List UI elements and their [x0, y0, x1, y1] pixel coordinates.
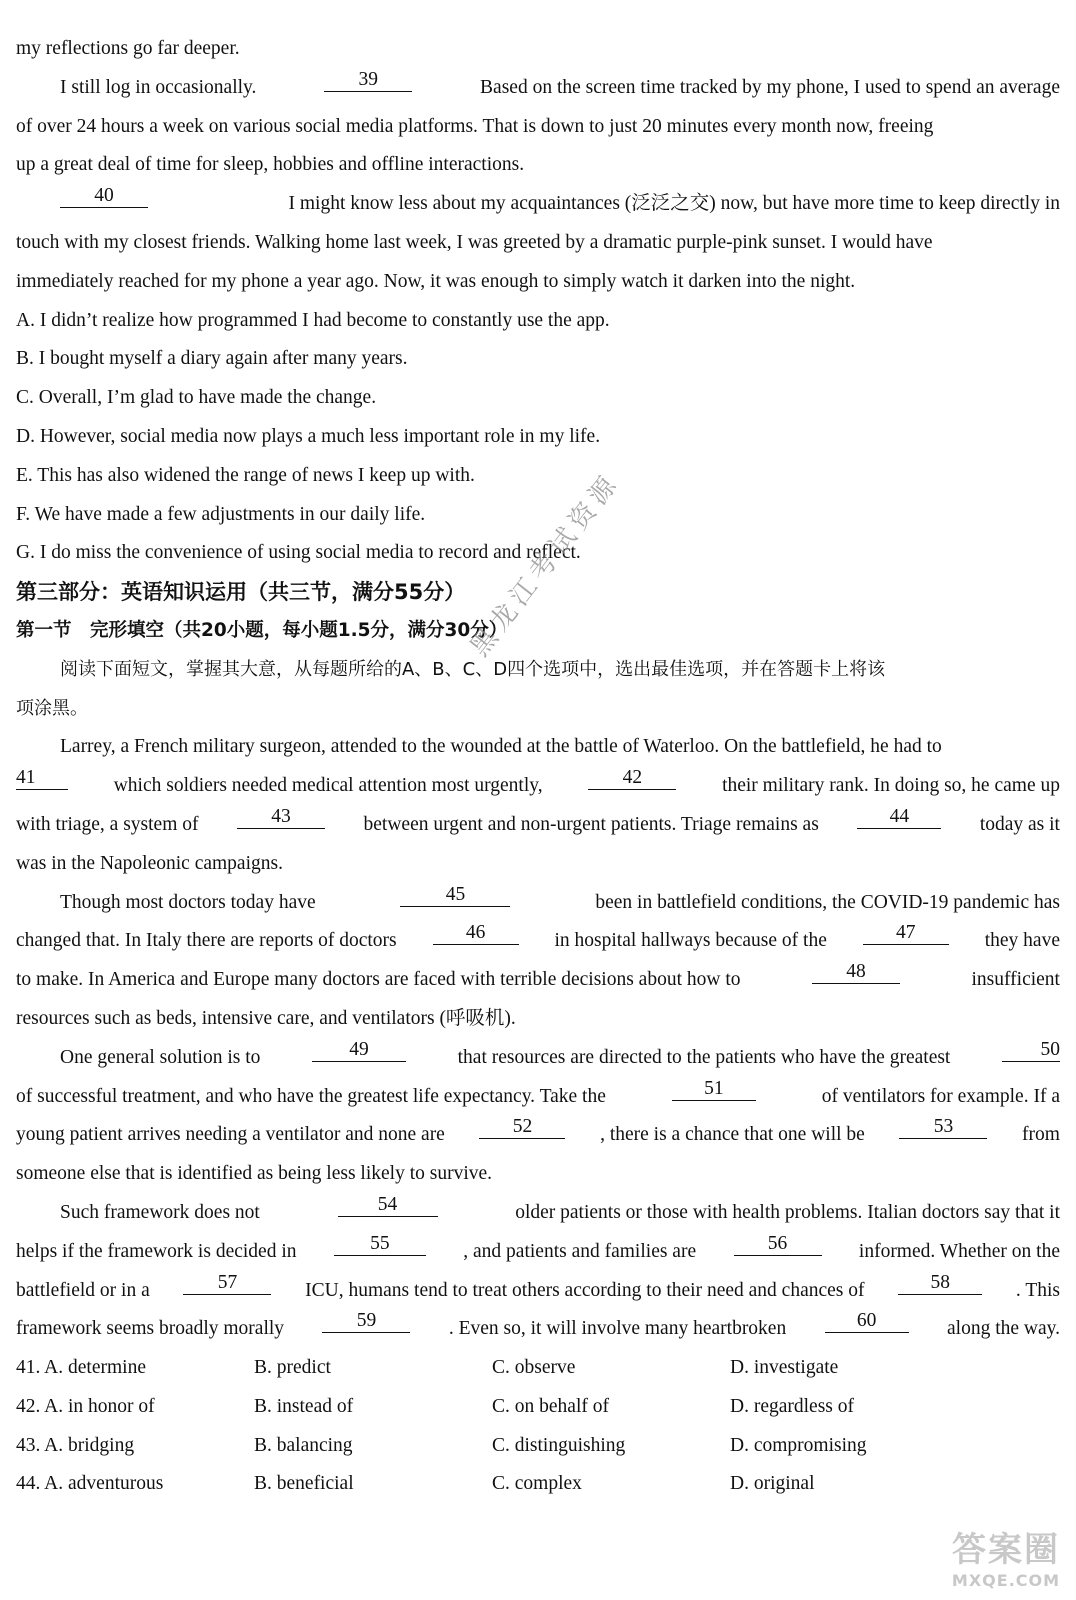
option-d: D. original [730, 1473, 815, 1495]
blank-59: 59 [322, 1310, 410, 1333]
passage-line: up a great deal of time for sleep, hobbies and offline interactions. [16, 154, 525, 176]
instructions: 项涂黑。 [16, 697, 88, 719]
option-c: C. observe [492, 1357, 576, 1379]
cloze-line: to make. In America and Europe many doctors are faced with terrible decisions about how to 48 insufficient [16, 961, 1060, 991]
cloze-line: was in the Napoleonic campaigns. [16, 852, 283, 874]
option-b: B. beneficial [254, 1473, 354, 1495]
passage-line: touch with my closest friends. Walking home last week, I was greeted by a dramatic purple-pink sunset. I would have [16, 231, 933, 253]
watermark-text: 黑龙江考试资源 [464, 467, 627, 663]
cloze-line: framework seems broadly morally 59 . Even so, it will involve many heartbroken 60 along the way. [16, 1310, 1060, 1340]
blank-41: 41 [16, 767, 68, 790]
cloze-line: Larrey, a French military surgeon, attended to the wounded at the battle of Waterloo. On the battlefield, he had to [60, 736, 942, 758]
blank-55: 55 [334, 1233, 426, 1256]
blank-54: 54 [338, 1194, 438, 1217]
option-b: B. instead of [254, 1395, 354, 1417]
blank-39: 39 [324, 69, 412, 92]
cloze-line: with triage, a system of 43 between urgent and non-urgent patients. Triage remains as 44 today as it [16, 805, 1060, 835]
exam-page [16, 30, 1060, 1504]
option-c: C. complex [492, 1473, 582, 1495]
cloze-line: helps if the framework is decided in 55 , and patients and families are 56 informed. Whether on the [16, 1232, 1060, 1262]
cloze-line: battlefield or in a 57 ICU, humans tend to treat others according to their need and chances of 58 . This [16, 1271, 1060, 1301]
cloze-line: resources such as beds, intensive care, and ventilators (呼吸机). [16, 1007, 516, 1029]
cloze-line: young patient arrives needing a ventilator and none are 52 , there is a chance that one will be 53 from [16, 1116, 1060, 1146]
question-41 [16, 1349, 1060, 1388]
option-item: D. However, social media now plays a much less important role in my life. [16, 425, 601, 447]
cloze-line: of successful treatment, and who have the greatest life expectancy. Take the 51 of ventilators for example. If a [16, 1077, 1060, 1107]
blank-56: 56 [734, 1233, 822, 1256]
blank-46: 46 [433, 922, 519, 945]
blank-44: 44 [857, 806, 941, 829]
instructions: 阅读下面短文，掌握其大意，从每题所给的A、B、C、D四个选项中，选出最佳选项，并在答题卡上将该 [60, 658, 886, 680]
option-d: D. regardless of [730, 1395, 854, 1417]
logo-main: 答案圈 [952, 1530, 1060, 1570]
blank-50: 50 [1002, 1039, 1060, 1062]
option-item: C. Overall, I’m glad to have made the change. [16, 387, 377, 409]
question-43 [16, 1427, 1060, 1466]
blank-60: 60 [825, 1310, 909, 1333]
question-44 [16, 1465, 1060, 1504]
option-item: G. I do miss the convenience of using social media to record and reflect. [16, 542, 581, 564]
passage-line-40: 40 I might know less about my acquaintances (泛泛之交) now, but have more time to keep directly in [16, 185, 1060, 224]
cloze-line: One general solution is to 49 that resources are directed to the patients who have the greatest 50 [60, 1038, 1060, 1068]
option-a: 42. A. in honor of [16, 1395, 155, 1417]
passage-line: of over 24 hours a week on various social media platforms. That is down to just 20 minutes every month now, freeing [16, 115, 934, 137]
option-a: 44. A. adventurous [16, 1473, 164, 1495]
option-b: B. predict [254, 1357, 331, 1379]
logo-sub: MXQE.COM [951, 1571, 1061, 1590]
cloze-line: changed that. In Italy there are reports of doctors 46 in hospital hallways because of the 47 they have [16, 922, 1060, 952]
option-c: C. distinguishing [492, 1434, 626, 1456]
option-a: 43. A. bridging [16, 1434, 135, 1456]
option-b: B. balancing [254, 1434, 353, 1456]
subsection-title: 第一节 完形填空（共20小题，每小题1.5分，满分30分） [16, 619, 508, 641]
passage-line: my reflections go far deeper. [16, 38, 240, 59]
section-title: 第三部分：英语知识运用（共三节，满分55分） [16, 580, 466, 605]
blank-40: 40 [60, 185, 148, 208]
option-item: F. We have made a few adjustments in our daily life. [16, 503, 426, 525]
option-d: D. investigate [730, 1357, 839, 1379]
blank-52: 52 [479, 1116, 565, 1139]
blank-42: 42 [588, 767, 676, 790]
cloze-line: Though most doctors today have 45 been in battlefield conditions, the COVID-19 pandemic has [60, 883, 1060, 913]
question-42 [16, 1388, 1060, 1427]
option-a: 41. A. determine [16, 1357, 146, 1379]
blank-43: 43 [237, 806, 325, 829]
passage-line-39: I still log in occasionally. 39 Based on the screen time tracked by my phone, I used to spend an average [60, 68, 1060, 98]
option-d: D. compromising [730, 1434, 867, 1456]
cloze-line: someone else that is identified as being less likely to survive. [16, 1163, 493, 1185]
blank-45: 45 [400, 884, 510, 907]
passage-line: immediately reached for my phone a year ago. Now, it was enough to simply watch it darken into the night. [16, 270, 856, 292]
cloze-line: Such framework does not 54 older patients or those with health problems. Italian doctors say that it [60, 1193, 1060, 1223]
option-item: E. This has also widened the range of news I keep up with. [16, 464, 475, 486]
cloze-line: 41 which soldiers needed medical attention most urgently, 42 their military rank. In doing so, he came up [16, 767, 1060, 797]
option-item: B. I bought myself a diary again after many years. [16, 348, 408, 370]
site-logo [946, 1522, 1066, 1592]
blank-57: 57 [183, 1272, 271, 1295]
blank-58: 58 [898, 1272, 982, 1295]
blank-51: 51 [672, 1078, 756, 1101]
option-c: C. on behalf of [492, 1395, 609, 1417]
blank-48: 48 [812, 961, 900, 984]
blank-53: 53 [899, 1116, 987, 1139]
blank-47: 47 [863, 922, 949, 945]
blank-49: 49 [312, 1039, 406, 1062]
option-item: A. I didn’t realize how programmed I had become to constantly use the app. [16, 309, 610, 331]
